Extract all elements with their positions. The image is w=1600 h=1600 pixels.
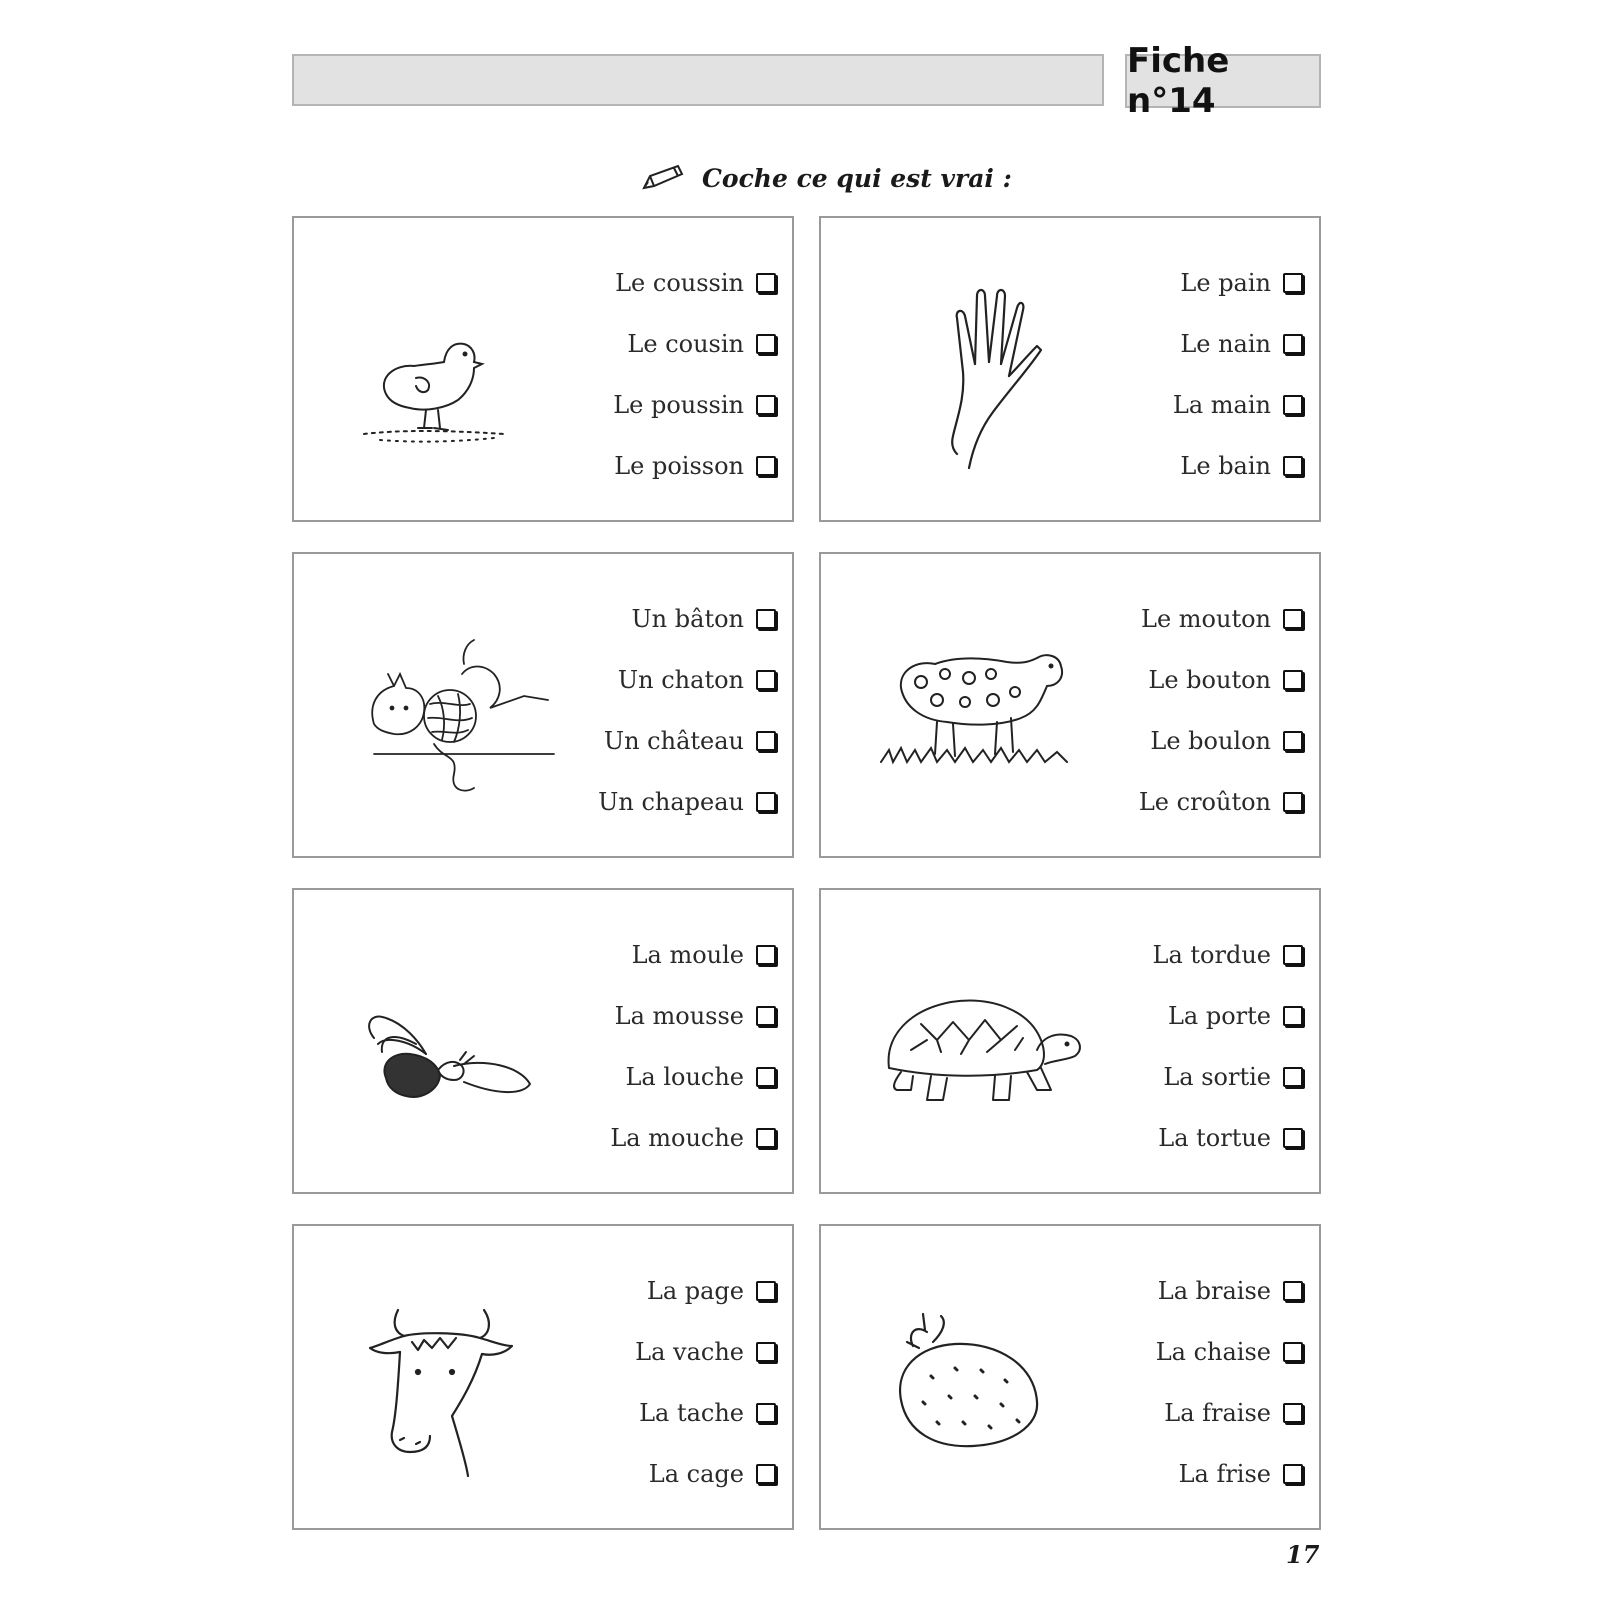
exercise-card-cow [292,1224,794,1530]
header-name-bar [292,54,1104,106]
option-label: Le coussin [615,268,744,297]
option-row[interactable] [1180,435,1303,496]
option-checkbox[interactable] [756,334,776,354]
option-label: La tache [639,1398,744,1427]
option-row[interactable] [627,313,776,374]
sheep-icon [861,604,1101,824]
option-label: La vache [635,1337,744,1366]
option-checkbox[interactable] [1283,1006,1303,1026]
option-row[interactable] [1158,1260,1303,1321]
exercise-card-kitten [292,552,794,858]
option-label: La louche [625,1062,744,1091]
pencil-icon [640,162,686,194]
option-label: Le poisson [614,451,744,480]
option-row[interactable] [1180,313,1303,374]
exercise-card-hand [819,216,1321,522]
option-row[interactable] [649,1443,776,1504]
option-checkbox[interactable] [756,945,776,965]
options-list [1173,252,1303,496]
option-row[interactable] [1150,710,1303,771]
option-checkbox[interactable] [1283,1067,1303,1087]
option-label: La porte [1167,1001,1271,1030]
option-label: La moule [631,940,744,969]
option-row[interactable] [1173,374,1303,435]
option-row[interactable] [598,771,776,832]
option-checkbox[interactable] [1283,273,1303,293]
options-list [613,252,776,496]
fiche-number: Fiche n°14 [1127,41,1230,121]
option-row[interactable] [1141,588,1303,649]
option-label: La tordue [1152,940,1271,969]
instruction [640,158,1012,198]
option-label: Un chaton [617,665,744,694]
options-list [1153,924,1303,1168]
exercise-card-chick [292,216,794,522]
option-label: Le bain [1180,451,1271,480]
option-checkbox[interactable] [1283,334,1303,354]
option-checkbox[interactable] [756,273,776,293]
option-label: La tortue [1158,1123,1271,1152]
option-checkbox[interactable] [756,456,776,476]
kitten-icon [334,604,574,824]
strawberry-icon [861,1276,1101,1496]
option-label: La page [646,1276,744,1305]
option-checkbox[interactable] [756,1342,776,1362]
options-list [1139,588,1303,832]
option-row[interactable] [631,588,776,649]
option-label: La mouche [610,1123,744,1152]
option-label: La mousse [614,1001,744,1030]
option-checkbox[interactable] [756,731,776,751]
option-label: La fraise [1164,1398,1271,1427]
option-label: Un bâton [631,604,744,633]
option-checkbox[interactable] [756,1128,776,1148]
option-row[interactable] [1148,649,1303,710]
option-label: La main [1172,390,1271,419]
turtle-icon [861,940,1101,1160]
option-label: Le croûton [1138,787,1271,816]
option-checkbox[interactable] [756,609,776,629]
option-row[interactable] [1153,924,1303,985]
options-list [610,924,776,1168]
option-row[interactable] [615,252,776,313]
option-checkbox[interactable] [1283,731,1303,751]
option-checkbox[interactable] [756,670,776,690]
option-checkbox[interactable] [756,1006,776,1026]
exercise-card-sheep [819,552,1321,858]
page-number: 17 [1286,1540,1320,1569]
option-label: Le nain [1180,329,1271,358]
hand-icon [861,268,1101,488]
option-label: Le cousin [627,329,744,358]
option-row[interactable] [1164,1382,1303,1443]
option-row[interactable] [632,924,776,985]
cow-icon [334,1276,574,1496]
option-row[interactable] [615,985,776,1046]
option-row[interactable] [639,1382,776,1443]
option-checkbox[interactable] [756,1281,776,1301]
option-checkbox[interactable] [1283,670,1303,690]
fiche-number-box [1125,41,1321,121]
option-label: Le bouton [1148,665,1271,694]
exercise-card-strawberry [819,1224,1321,1530]
option-row[interactable] [604,710,776,771]
options-list [635,1260,776,1504]
option-checkbox[interactable] [1283,1464,1303,1484]
option-row[interactable] [618,649,776,710]
option-checkbox[interactable] [1283,395,1303,415]
option-checkbox[interactable] [1283,456,1303,476]
option-checkbox[interactable] [1283,609,1303,629]
option-row[interactable] [1180,252,1303,313]
option-label: Le poussin [613,390,744,419]
option-label: Un château [603,726,744,755]
option-label: La chaise [1155,1337,1271,1366]
option-row[interactable] [1158,1107,1303,1168]
option-row[interactable] [610,1107,776,1168]
option-row[interactable] [614,435,776,496]
options-list [1156,1260,1303,1504]
option-label: La cage [648,1459,744,1488]
option-checkbox[interactable] [756,395,776,415]
option-row[interactable] [647,1260,776,1321]
fly-icon [334,940,574,1160]
option-label: La frise [1178,1459,1271,1488]
option-row[interactable] [1156,1321,1303,1382]
option-checkbox[interactable] [1283,1281,1303,1301]
option-checkbox[interactable] [1283,1403,1303,1423]
option-label: Un chapeau [598,787,744,816]
option-label: Le boulon [1150,726,1271,755]
option-label: La braise [1157,1276,1271,1305]
chick-icon [334,268,574,488]
option-row[interactable] [613,374,776,435]
exercise-card-fly [292,888,794,1194]
option-checkbox[interactable] [1283,1342,1303,1362]
instruction-text: Coche ce qui est vrai : [702,163,1012,193]
option-label: La sortie [1163,1062,1271,1091]
option-row[interactable] [635,1321,776,1382]
option-checkbox[interactable] [756,792,776,812]
option-label: Le mouton [1141,604,1271,633]
option-checkbox[interactable] [756,1067,776,1087]
option-checkbox[interactable] [756,1464,776,1484]
option-label: Le pain [1180,268,1271,297]
option-checkbox[interactable] [1283,1128,1303,1148]
options-list [598,588,776,832]
option-row[interactable] [1139,771,1303,832]
option-checkbox[interactable] [756,1403,776,1423]
exercise-card-turtle [819,888,1321,1194]
option-checkbox[interactable] [1283,945,1303,965]
option-row[interactable] [625,1046,776,1107]
option-checkbox[interactable] [1283,792,1303,812]
option-row[interactable] [1168,985,1303,1046]
option-row[interactable] [1163,1046,1303,1107]
option-row[interactable] [1179,1443,1303,1504]
